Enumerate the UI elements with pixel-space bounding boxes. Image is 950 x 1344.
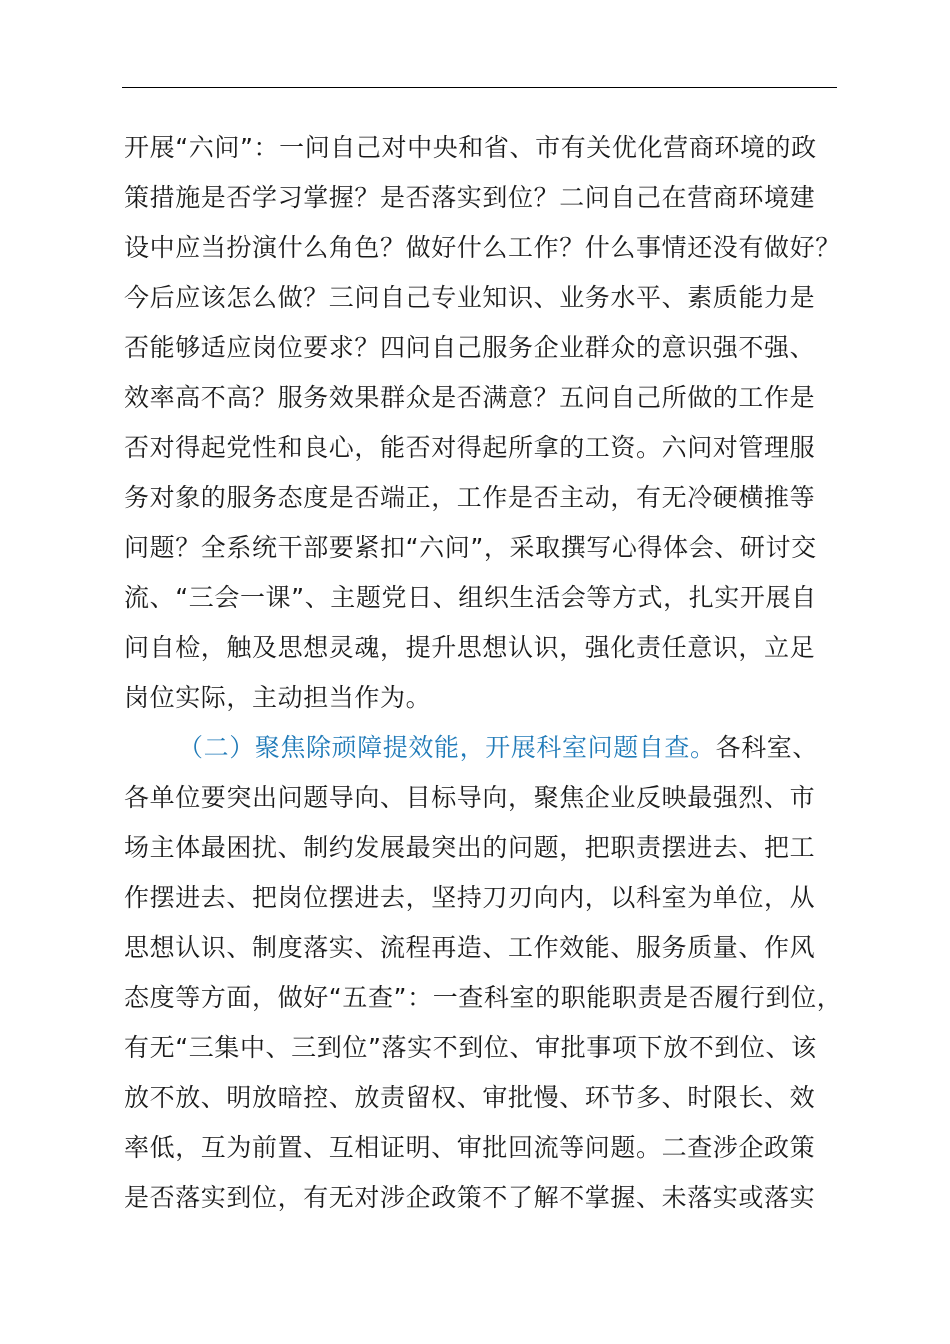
text-line: 问自检，触及思想灵魂，提升思想认识，强化责任意识，立足 bbox=[124, 633, 816, 662]
heading-trailing-text: 各科室、 bbox=[715, 733, 819, 762]
text-line: 放不放、明放暗控、放责留权、审批慢、环节多、时限长、效 bbox=[124, 1083, 816, 1112]
text-line: 态度等方面，做好“五查”：一查科室的职能职责是否履行到位， bbox=[124, 983, 843, 1012]
text-line: 否能够适应岗位要求？四问自己服务企业群众的意识强不强、 bbox=[124, 333, 816, 362]
text-line: 开展“六问”：一问自己对中央和省、市有关优化营商环境的政 bbox=[124, 133, 817, 162]
text-line: 流、“三会一课”、主题党日、组织生活会等方式，扎实开展自 bbox=[124, 583, 817, 612]
text-line: 有无“三集中、三到位”落实不到位、审批事项下放不到位、该 bbox=[124, 1033, 817, 1062]
text-line: 今后应该怎么做？三问自己专业知识、业务水平、素质能力是 bbox=[124, 283, 816, 312]
text-line: 设中应当扮演什么角色？做好什么工作？什么事情还没有做好？ bbox=[124, 233, 841, 262]
paragraph-2-first-line bbox=[178, 733, 894, 763]
text-line: 效率高不高？服务效果群众是否满意？五问自己所做的工作是 bbox=[124, 383, 816, 412]
text-line: 否对得起党性和良心，能否对得起所拿的工资。六问对管理服 bbox=[124, 433, 816, 462]
text-line: 场主体最困扰、制约发展最突出的问题，把职责摆进去、把工 bbox=[124, 833, 816, 862]
text-line: 作摆进去、把岗位摆进去，坚持刀刃向内，以科室为单位，从 bbox=[124, 883, 816, 912]
section-heading: （二）聚焦除顽障提效能，开展科室问题自查。 bbox=[178, 733, 716, 762]
text-line: 策措施是否学习掌握？是否落实到位？二问自己在营商环境建 bbox=[124, 183, 816, 212]
text-line: 是否落实到位，有无对涉企政策不了解不掌握、未落实或落实 bbox=[124, 1183, 816, 1212]
text-line: 率低，互为前置、互相证明、审批回流等问题。二查涉企政策 bbox=[124, 1133, 816, 1162]
text-line: 各单位要突出问题导向、目标导向，聚焦企业反映最强烈、市 bbox=[124, 783, 816, 812]
header-rule bbox=[122, 87, 837, 88]
text-line: 问题？全系统干部要紧扣“六问”，采取撰写心得体会、研讨交 bbox=[124, 533, 817, 562]
text-line: 务对象的服务态度是否端正，工作是否主动，有无冷硬横推等 bbox=[124, 483, 816, 512]
text-line: 岗位实际，主动担当作为。 bbox=[124, 683, 432, 712]
text-line: 思想认识、制度落实、流程再造、工作效能、服务质量、作风 bbox=[124, 933, 816, 962]
